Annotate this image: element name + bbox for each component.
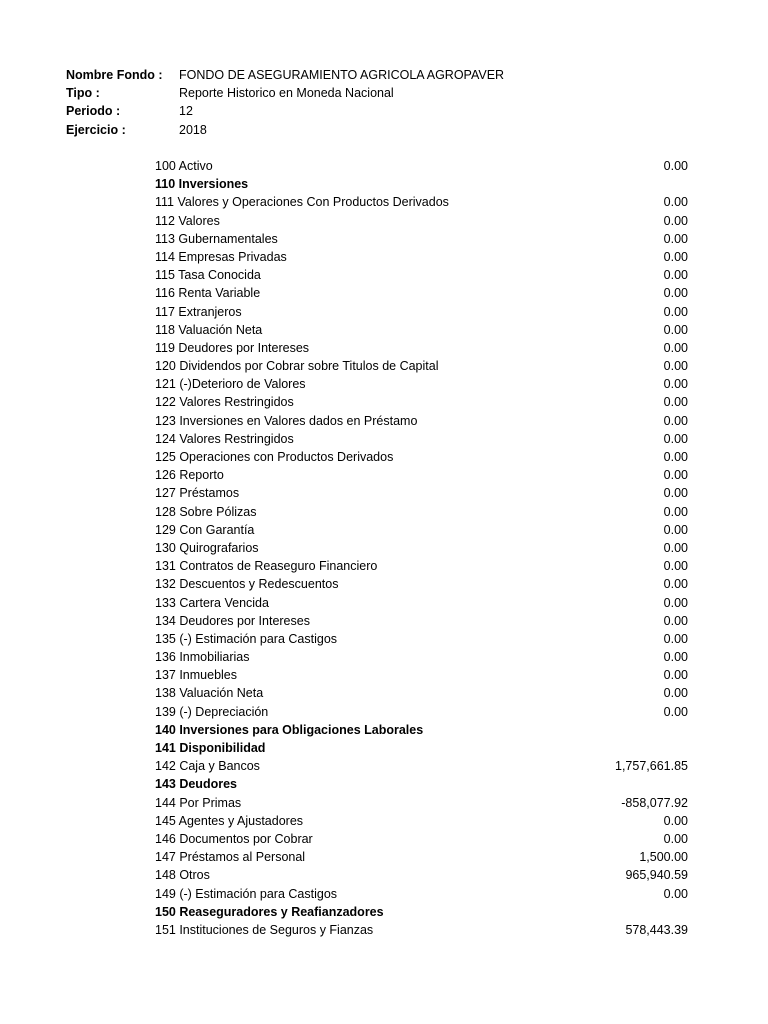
account-label: 123 Inversiones en Valores dados en Préstamo	[155, 413, 418, 428]
account-amount: 0.00	[663, 413, 688, 428]
report-header	[66, 66, 504, 139]
account-amount: 0.00	[663, 813, 688, 828]
account-row	[150, 794, 690, 812]
account-row	[150, 412, 690, 430]
account-amount: 0.00	[663, 631, 688, 646]
account-row	[150, 375, 690, 393]
account-label: 121 (-)Deterioro de Valores	[155, 377, 306, 392]
account-amount: 0.00	[663, 213, 688, 228]
account-label: 138 Valuación Neta	[155, 686, 264, 701]
account-label: 145 Agentes y Ajustadores	[155, 813, 304, 828]
account-label: 117 Extranjeros	[155, 304, 242, 319]
account-amount: 0.00	[663, 431, 688, 446]
header-value: FONDO DE ASEGURAMIENTO AGRICOLA AGROPAVER	[179, 68, 505, 82]
account-label: 113 Gubernamentales	[155, 231, 278, 246]
accounts-table	[150, 157, 690, 939]
account-amount: 1,757,661.85	[615, 759, 688, 774]
account-group-row	[150, 739, 690, 757]
account-amount: 0.00	[663, 359, 688, 374]
account-row	[150, 648, 690, 666]
header-value: 2018	[179, 122, 207, 137]
header-value: Reporte Historico en Moneda Nacional	[179, 86, 394, 101]
account-amount: 578,443.39	[625, 922, 688, 937]
account-label: 150 Reaseguradores y Reafianzadores	[155, 904, 384, 919]
account-label: 141 Disponibilidad	[155, 741, 266, 755]
account-group-row	[150, 721, 690, 739]
account-amount: 0.00	[663, 522, 688, 537]
account-amount	[688, 739, 690, 757]
account-amount: -858,077.92	[621, 795, 688, 810]
account-row	[150, 684, 690, 702]
account-label: 120 Dividendos por Cobrar sobre Titulos de Capital	[155, 359, 439, 374]
account-label: 137 Inmuebles	[155, 668, 238, 683]
account-amount	[688, 175, 690, 193]
account-row	[150, 303, 690, 321]
account-row	[150, 484, 690, 502]
account-amount: 0.00	[663, 704, 688, 719]
account-row	[150, 830, 690, 848]
account-row	[150, 321, 690, 339]
account-row	[150, 230, 690, 248]
account-row	[150, 521, 690, 539]
account-label: 124 Valores Restringidos	[155, 431, 294, 446]
header-label: Ejercicio :	[66, 122, 126, 137]
account-amount	[688, 903, 690, 921]
account-amount: 0.00	[663, 195, 688, 210]
account-row	[150, 503, 690, 521]
header-label: Nombre Fondo :	[66, 68, 163, 82]
account-row	[150, 666, 690, 684]
account-row	[150, 212, 690, 230]
account-amount: 0.00	[663, 159, 688, 173]
account-amount: 0.00	[663, 268, 688, 283]
account-label: 127 Préstamos	[155, 486, 240, 501]
account-amount: 1,500.00	[639, 850, 688, 865]
account-amount: 0.00	[663, 450, 688, 464]
account-label: 133 Cartera Vencida	[155, 595, 269, 610]
account-label: 114 Empresas Privadas	[155, 249, 287, 264]
account-row	[150, 630, 690, 648]
account-amount: 0.00	[663, 559, 688, 574]
account-row	[150, 612, 690, 630]
account-label: 140 Inversiones para Obligaciones Laborales	[155, 722, 424, 737]
account-row	[150, 539, 690, 557]
account-label: 111 Valores y Operaciones Con Productos Derivados	[155, 195, 449, 210]
account-label: 143 Deudores	[155, 777, 237, 792]
account-label: 129 Con Garantía	[155, 522, 255, 537]
account-label: 128 Sobre Pólizas	[155, 504, 257, 519]
account-row	[150, 448, 690, 466]
account-amount: 0.00	[663, 831, 688, 846]
account-amount: 0.00	[663, 686, 688, 701]
account-row	[150, 284, 690, 302]
account-row	[150, 575, 690, 593]
account-row	[150, 757, 690, 775]
account-row	[150, 848, 690, 866]
account-row	[150, 557, 690, 575]
account-row	[150, 157, 690, 175]
account-amount: 0.00	[663, 304, 688, 319]
account-label: 136 Inmobiliarias	[155, 650, 250, 665]
account-row	[150, 466, 690, 484]
header-value: 12	[179, 104, 193, 119]
account-row	[150, 594, 690, 612]
account-amount: 0.00	[663, 668, 688, 683]
account-row	[150, 357, 690, 375]
account-label: 131 Contratos de Reaseguro Financiero	[155, 559, 378, 574]
header-label: Tipo :	[66, 86, 100, 101]
account-label: 125 Operaciones con Productos Derivados	[155, 450, 394, 464]
account-label: 147 Préstamos al Personal	[155, 850, 306, 865]
account-label: 132 Descuentos y Redescuentos	[155, 577, 339, 592]
account-label: 151 Instituciones de Seguros y Fianzas	[155, 922, 374, 937]
account-group-row	[150, 175, 690, 193]
header-row	[66, 102, 504, 120]
account-group-row	[150, 775, 690, 793]
account-row	[150, 393, 690, 411]
account-label: 112 Valores	[155, 213, 220, 228]
account-row	[150, 266, 690, 284]
account-amount: 0.00	[663, 540, 688, 555]
account-row	[150, 885, 690, 903]
account-amount: 0.00	[663, 395, 688, 410]
account-amount: 0.00	[663, 886, 688, 901]
header-row	[66, 84, 504, 102]
account-row	[150, 921, 690, 939]
account-amount	[688, 775, 690, 793]
header-label: Periodo :	[66, 104, 121, 119]
account-amount	[688, 721, 690, 739]
account-amount: 0.00	[663, 650, 688, 665]
account-label: 118 Valuación Neta	[155, 322, 263, 337]
account-label: 130 Quirografarios	[155, 540, 259, 555]
account-amount: 0.00	[663, 322, 688, 337]
account-label: 139 (-) Depreciación	[155, 704, 269, 719]
account-amount: 0.00	[663, 286, 688, 301]
account-label: 134 Deudores por Intereses	[155, 613, 310, 628]
account-label: 115 Tasa Conocida	[155, 268, 261, 283]
account-label: 146 Documentos por Cobrar	[155, 831, 313, 846]
account-label: 110 Inversiones	[155, 177, 249, 192]
header-row	[66, 121, 504, 139]
account-row	[150, 193, 690, 211]
account-amount: 0.00	[663, 340, 688, 355]
account-label: 116 Renta Variable	[155, 286, 261, 301]
header-row	[66, 66, 504, 84]
account-label: 100 Activo	[155, 159, 213, 173]
account-amount: 0.00	[663, 249, 688, 264]
account-amount: 0.00	[663, 577, 688, 592]
account-label: 135 (-) Estimación para Castigos	[155, 631, 338, 646]
account-amount: 0.00	[663, 468, 688, 483]
account-label: 142 Caja y Bancos	[155, 759, 260, 774]
account-group-row	[150, 903, 690, 921]
account-row	[150, 812, 690, 830]
account-label: 149 (-) Estimación para Castigos	[155, 886, 338, 901]
account-amount: 0.00	[663, 595, 688, 610]
account-row	[150, 339, 690, 357]
account-amount: 965,940.59	[625, 868, 688, 883]
account-label: 119 Deudores por Intereses	[155, 340, 310, 355]
account-row	[150, 430, 690, 448]
account-amount: 0.00	[663, 486, 688, 501]
account-amount: 0.00	[663, 231, 688, 246]
account-row	[150, 866, 690, 884]
account-label: 126 Reporto	[155, 468, 224, 483]
account-row	[150, 703, 690, 721]
account-label: 122 Valores Restringidos	[155, 395, 294, 410]
account-row	[150, 248, 690, 266]
account-label: 148 Otros	[155, 868, 210, 883]
account-amount: 0.00	[663, 613, 688, 628]
account-amount: 0.00	[663, 377, 688, 392]
account-label: 144 Por Primas	[155, 795, 242, 810]
account-amount: 0.00	[663, 504, 688, 519]
